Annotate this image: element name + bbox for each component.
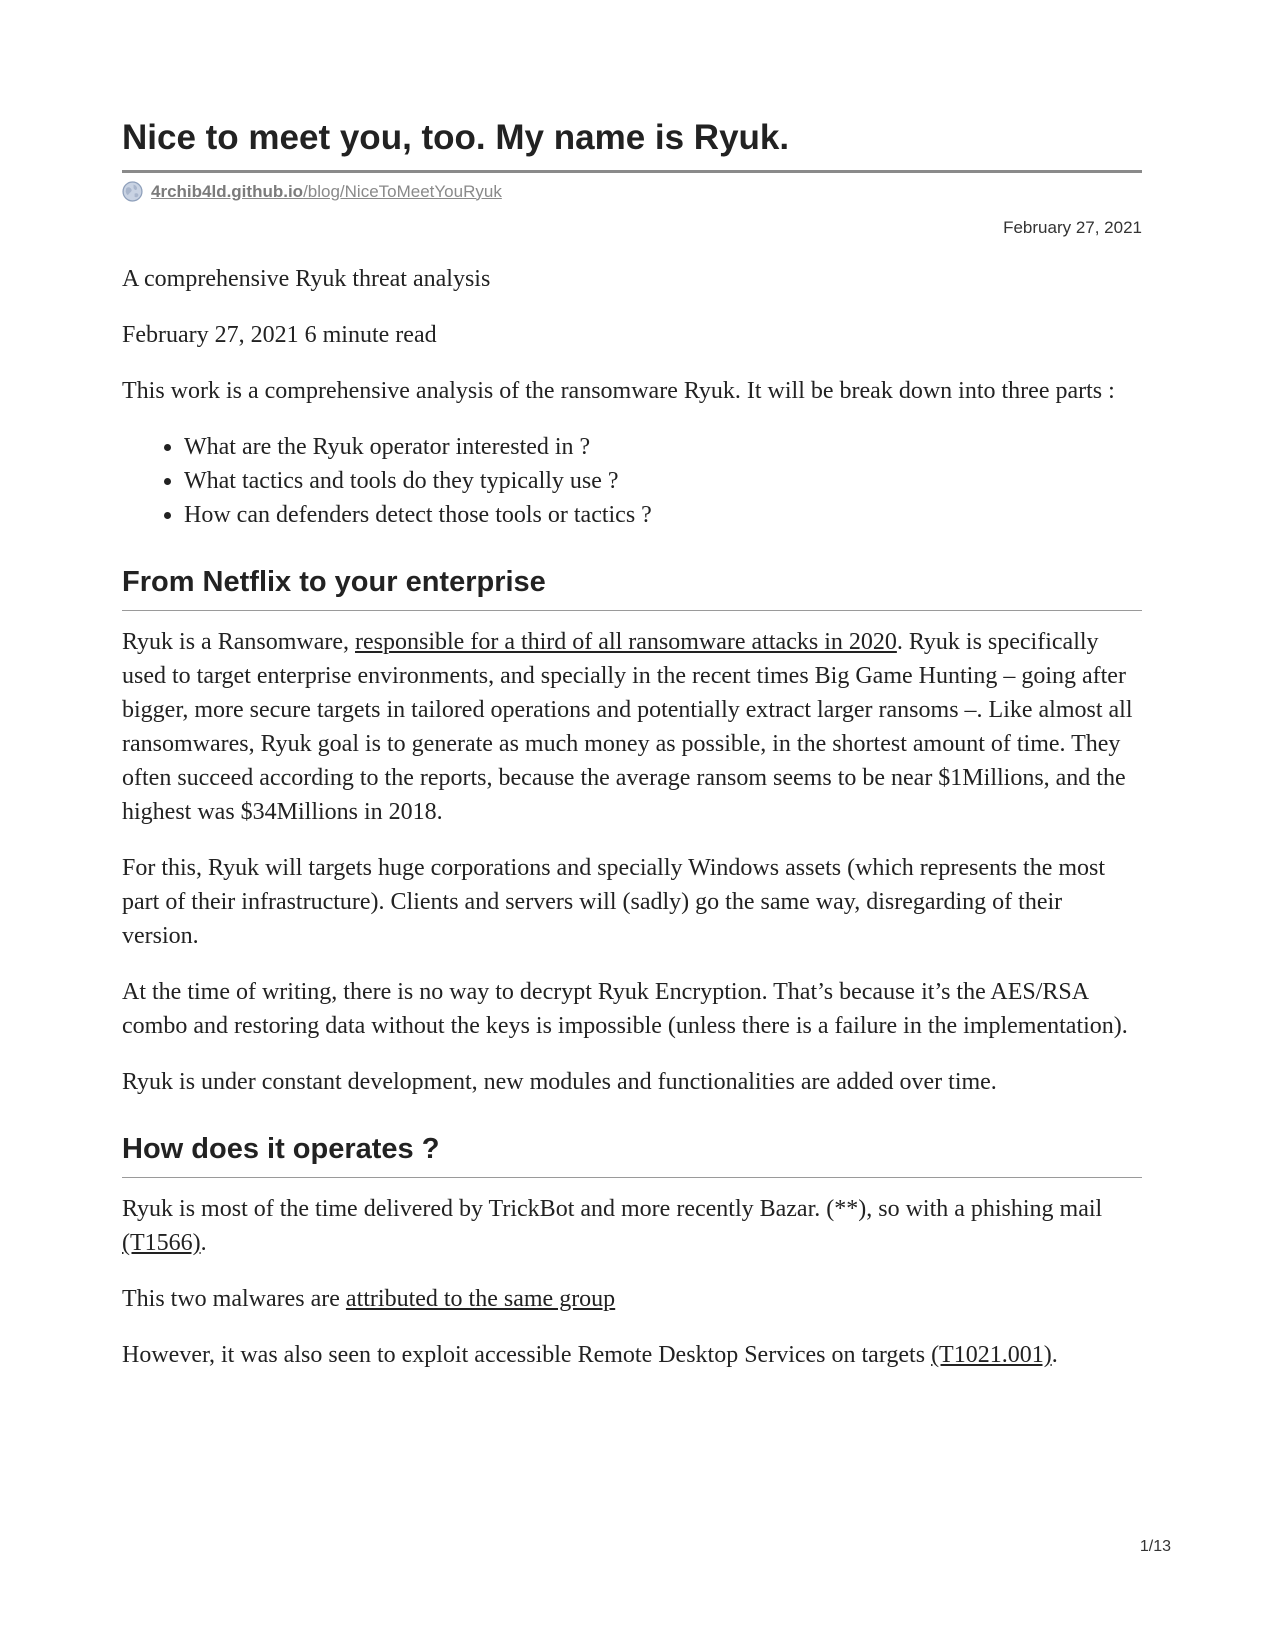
section2-paragraph-1 (122, 1192, 1142, 1260)
text-span: However, it was also seen to exploit accessible Remote Desktop Services on targets (122, 1342, 932, 1368)
t1021-link[interactable]: (T1021.001) (931, 1342, 1052, 1368)
section1-paragraph-1 (122, 625, 1142, 829)
article-subtitle: A comprehensive Ryuk threat analysis (122, 266, 491, 292)
text-span: Ryuk is a Ransomware, (122, 629, 356, 655)
section-divider (122, 610, 1142, 611)
section2-paragraph-3 (122, 1338, 1142, 1372)
text-span: . Ryuk is specifically used to target enterprise environments, and specially in the recent times Big Game Hunting – going after bigger, more secure targets in tailored operations and potentially extract larger ransoms –. Like almost all ransomwares, Ryuk goal is to generate as much money as possible, in the shortest amount of time. They often succeed according to the reports, because the average ransom seems to be near $1Millions, and the highest was $34Millions in 2018. (122, 629, 1133, 825)
page-title: Nice to meet you, too. My name is Ryuk. (122, 118, 790, 157)
article-meta: February 27, 2021 6 minute read (122, 322, 437, 348)
text-span: . (1051, 1342, 1058, 1368)
intro-paragraph: This work is a comprehensive analysis of the ransomware Ryuk. It will be break down into three parts : (122, 378, 1115, 404)
source-path: /blog/NiceToMeetYouRyuk (303, 181, 502, 201)
section1-paragraph-3: At the time of writing, there is no way to decrypt Ryuk Encryption. That’s because it’s the AES/RSA combo and restoring data without the keys is impossible (unless there is a failure in the implementation). (122, 979, 1128, 1039)
parts-list (122, 430, 1142, 532)
section2-paragraph-2 (122, 1282, 1142, 1316)
list-item: • How can defenders detect those tools or tactics ? (184, 498, 1142, 532)
text-span: Ryuk is most of the time delivered by TrickBot and more recently Bazar. (**), so with a phishing mail (122, 1196, 1103, 1222)
ransomware-stats-link[interactable]: responsible for a third of all ransomware attacks in 2020 (355, 629, 897, 655)
list-item: • What are the Ryuk operator interested in ? (184, 430, 1142, 464)
list-item: • What tactics and tools do they typically use ? (184, 464, 1142, 498)
text-span: This two malwares are (122, 1286, 346, 1312)
section-divider (122, 1177, 1142, 1178)
publish-date: February 27, 2021 (1003, 218, 1142, 237)
source-domain: 4rchib4ld.github.io (151, 181, 304, 201)
globe-icon (122, 181, 143, 202)
same-group-link[interactable]: attributed to the same group (345, 1286, 616, 1312)
text-span: . (200, 1230, 207, 1256)
source-link[interactable] (151, 182, 502, 202)
section-heading-operates: How does it operates ? (122, 1133, 440, 1165)
document-page (122, 100, 1142, 1372)
section-heading-netflix: From Netflix to your enterprise (122, 566, 546, 598)
t1566-link[interactable]: (T1566) (122, 1230, 201, 1256)
section1-paragraph-4: Ryuk is under constant development, new modules and functionalities are added over time. (122, 1069, 997, 1095)
section1-paragraph-2: For this, Ryuk will targets huge corporations and specially Windows assets (which represents the most part of their infrastructure). Clients and servers will (sadly) go the same way, disregarding of their version. (122, 855, 1106, 949)
title-divider (122, 170, 1142, 173)
source-link-row (122, 181, 1142, 202)
page-number: 1/13 (1139, 1538, 1171, 1555)
